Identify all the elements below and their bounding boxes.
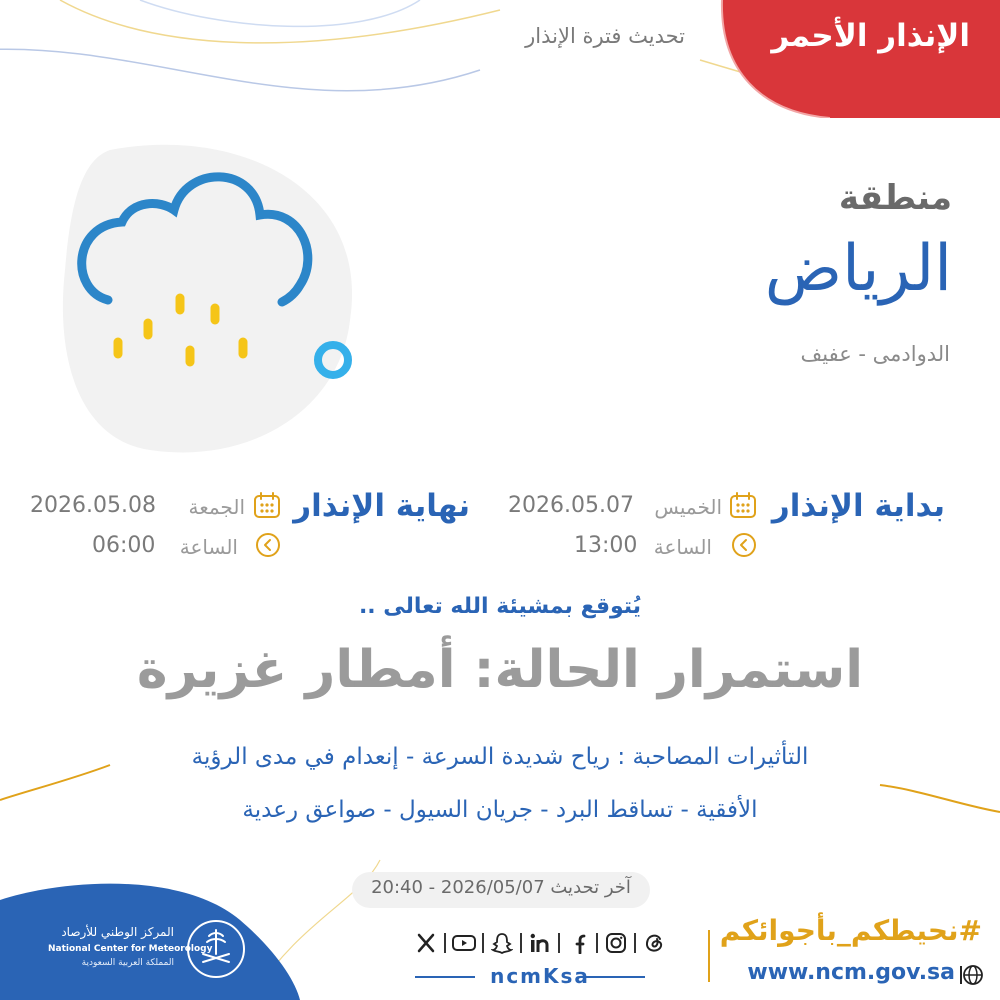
country-name-arabic: المملكة العربية السعودية: [81, 958, 174, 968]
divider: [634, 933, 636, 953]
instagram-icon[interactable]: [603, 930, 629, 956]
social-icons-row: [410, 928, 670, 958]
divider: [596, 933, 598, 953]
website-link[interactable]: www.ncm.gov.sa: [747, 960, 955, 985]
forecast-intro: يُتوقع بمشيئة الله تعالى ..: [358, 594, 642, 619]
heavy-rain-icon: [50, 130, 380, 470]
snapchat-icon[interactable]: [489, 930, 515, 956]
youtube-icon[interactable]: [451, 930, 477, 956]
facebook-icon[interactable]: [565, 930, 591, 956]
start-time-label: الساعة: [653, 535, 712, 559]
x-icon[interactable]: [413, 930, 439, 956]
end-date: 2026.05.08: [30, 493, 156, 518]
alert-level-badge: الإنذار الأحمر: [771, 18, 970, 54]
calendar-icon: [252, 490, 282, 520]
last-update-text: آخر تحديث 2026/05/07 - 20:40: [371, 877, 631, 898]
threads-icon[interactable]: [641, 930, 667, 956]
end-day: الجمعة: [188, 495, 245, 519]
clock-arrow-icon: [254, 531, 282, 559]
start-date: 2026.05.07: [508, 493, 634, 518]
end-title: نهاية الإنذار: [293, 488, 470, 524]
divider: [558, 933, 560, 953]
social-handle[interactable]: ncmKsa: [490, 964, 590, 988]
region-label: منطقة: [838, 178, 952, 218]
governorates-list: الدوادمى - عفيف: [800, 342, 950, 366]
region-name: الرياض: [764, 232, 952, 306]
start-title: بداية الإنذار: [771, 488, 945, 524]
linkedin-icon[interactable]: [527, 930, 553, 956]
start-time: 13:00: [574, 533, 638, 558]
divider: [444, 933, 446, 953]
end-time-label: الساعة: [179, 535, 238, 559]
divider: [520, 933, 522, 953]
footer-divider: [708, 930, 710, 982]
clock-arrow-icon: [730, 531, 758, 559]
forecast-headline: استمرار الحالة: أمطار غزيرة: [136, 640, 864, 700]
org-name-english: National Center for Meteorology: [48, 944, 213, 954]
campaign-hashtag[interactable]: #نحيطكم_بأجوائكم: [719, 914, 982, 947]
end-time: 06:00: [92, 533, 156, 558]
org-name-arabic: المركز الوطني للأرصاد: [61, 925, 174, 939]
divider: [482, 933, 484, 953]
globe-icon: [960, 963, 984, 987]
period-update-label: تحديث فترة الإنذار: [525, 24, 685, 48]
effects-line-1: التأثيرات المصاحبة : رياح شديدة السرعة - إنعدام في مدى الرؤية: [191, 744, 809, 770]
start-day: الخميس: [654, 495, 722, 519]
effects-line-2: الأفقية - تساقط البرد - جريان السيول - صواعق رعدية: [242, 797, 758, 823]
calendar-icon: [728, 490, 758, 520]
